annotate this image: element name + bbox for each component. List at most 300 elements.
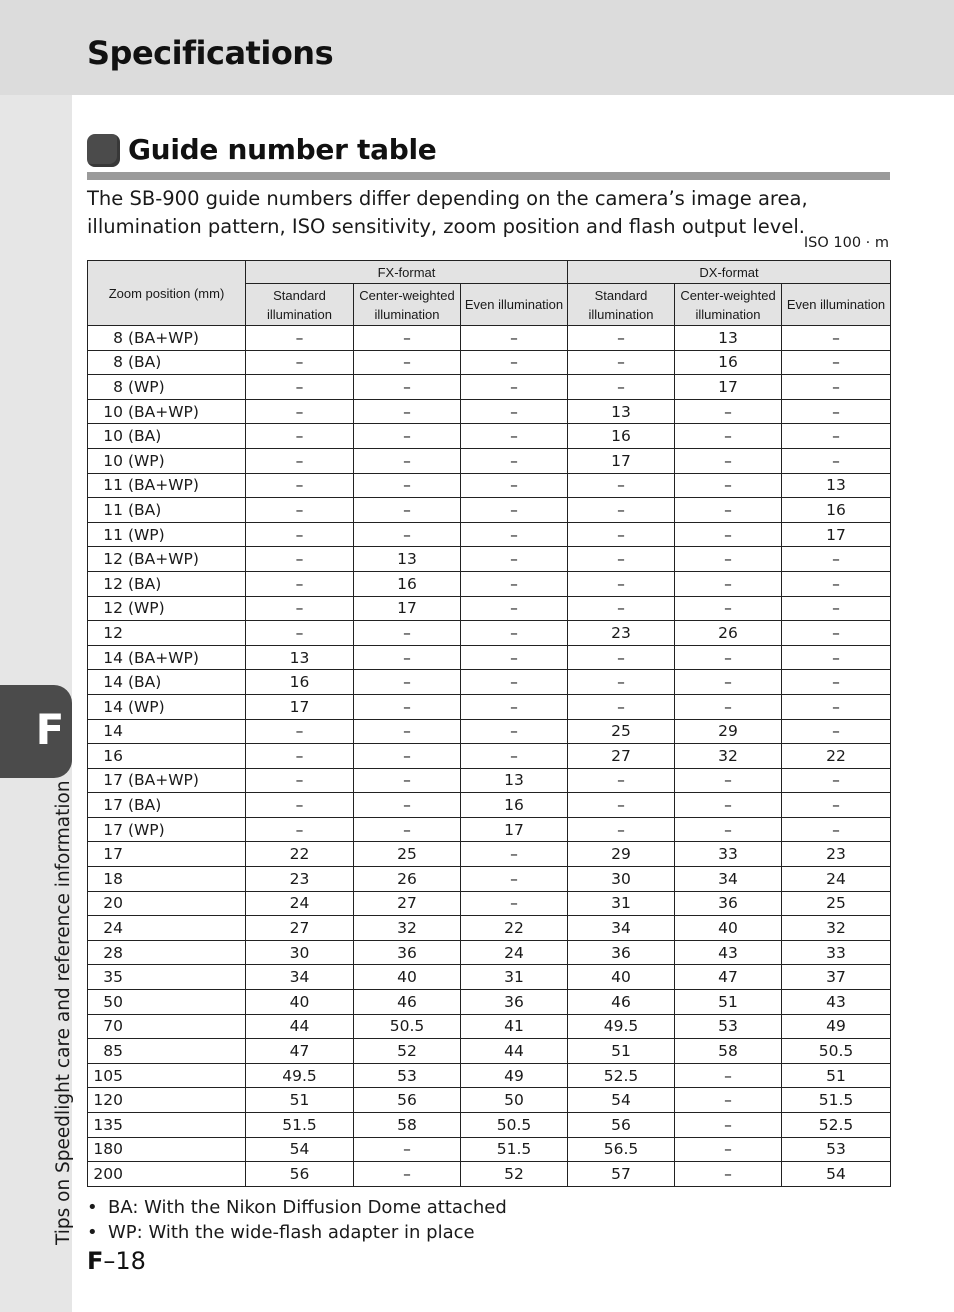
guide-number-cell: 31 <box>568 891 675 916</box>
zoom-cell: 10 (WP) <box>88 448 246 473</box>
guide-number-cell: 24 <box>461 940 568 965</box>
guide-number-cell: 23 <box>568 621 675 646</box>
guide-number-cell: – <box>354 326 461 351</box>
guide-number-cell: 27 <box>568 744 675 769</box>
guide-number-cell: 51 <box>246 1088 354 1113</box>
guide-number-cell: – <box>675 793 782 818</box>
guide-number-cell: – <box>568 498 675 523</box>
table-row <box>88 1088 891 1113</box>
guide-number-cell: 13 <box>568 399 675 424</box>
guide-number-cell: – <box>246 326 354 351</box>
guide-number-cell: 34 <box>675 867 782 892</box>
guide-number-cell: – <box>782 817 891 842</box>
table-row <box>88 473 891 498</box>
column-header: Even illumination <box>461 284 568 326</box>
table-row <box>88 571 891 596</box>
guide-number-cell: 50.5 <box>461 1113 568 1138</box>
zoom-cell: 14 (BA) <box>88 670 246 695</box>
guide-number-cell: 44 <box>461 1039 568 1064</box>
zoom-cell: 28 <box>88 940 246 965</box>
section-divider <box>87 172 890 180</box>
zoom-cell: 12 (BA) <box>88 571 246 596</box>
zoom-cell: 20 <box>88 891 246 916</box>
guide-number-cell: – <box>675 448 782 473</box>
guide-number-cell: – <box>461 473 568 498</box>
table-row <box>88 990 891 1015</box>
zoom-cell: 11 (WP) <box>88 522 246 547</box>
guide-number-cell: 53 <box>782 1137 891 1162</box>
guide-number-cell: – <box>246 817 354 842</box>
table-row <box>88 547 891 572</box>
guide-number-cell: – <box>675 1088 782 1113</box>
zoom-cell: 70 <box>88 1014 246 1039</box>
zoom-cell: 85 <box>88 1039 246 1064</box>
guide-number-cell: – <box>782 719 891 744</box>
guide-number-cell: 22 <box>461 916 568 941</box>
fx-format-header: FX-format <box>246 261 568 284</box>
guide-number-cell: – <box>675 1137 782 1162</box>
guide-number-cell: – <box>354 694 461 719</box>
guide-number-cell: – <box>675 473 782 498</box>
zoom-cell: 12 (BA+WP) <box>88 547 246 572</box>
chapter-label: Tips on Speedlight care and reference information <box>53 780 74 1245</box>
guide-number-cell: 57 <box>568 1162 675 1187</box>
guide-number-cell: 25 <box>782 891 891 916</box>
guide-number-cell: 51 <box>675 990 782 1015</box>
guide-number-cell: – <box>461 375 568 400</box>
section-title: Guide number table <box>128 133 437 166</box>
guide-number-cell: – <box>354 522 461 547</box>
guide-number-cell: – <box>675 1162 782 1187</box>
table-row <box>88 621 891 646</box>
guide-number-cell: 58 <box>675 1039 782 1064</box>
table-row <box>88 1039 891 1064</box>
guide-number-cell: 17 <box>461 817 568 842</box>
guide-number-cell: 16 <box>461 793 568 818</box>
guide-number-cell: 46 <box>568 990 675 1015</box>
guide-number-cell: – <box>246 621 354 646</box>
guide-number-cell: – <box>568 522 675 547</box>
zoom-cell: 8 (BA) <box>88 350 246 375</box>
guide-number-cell: – <box>461 326 568 351</box>
table-row <box>88 522 891 547</box>
guide-number-cell: – <box>354 1137 461 1162</box>
guide-number-cell: – <box>461 645 568 670</box>
table-row <box>88 326 891 351</box>
guide-number-cell: – <box>354 768 461 793</box>
guide-number-cell: 44 <box>246 1014 354 1039</box>
guide-number-cell: – <box>568 350 675 375</box>
guide-number-cell: 52 <box>461 1162 568 1187</box>
guide-number-cell: – <box>675 596 782 621</box>
guide-number-cell: 52.5 <box>782 1113 891 1138</box>
table-row <box>88 350 891 375</box>
guide-number-cell: – <box>782 375 891 400</box>
guide-number-cell: 52 <box>354 1039 461 1064</box>
guide-number-cell: – <box>568 571 675 596</box>
guide-number-cell: – <box>246 719 354 744</box>
page-title: Specifications <box>87 34 334 72</box>
guide-number-cell: – <box>782 547 891 572</box>
bullet-icon: • <box>87 1197 98 1218</box>
table-row <box>88 891 891 916</box>
guide-number-cell: 43 <box>782 990 891 1015</box>
guide-number-cell: – <box>461 571 568 596</box>
guide-number-cell: 56 <box>246 1162 354 1187</box>
guide-number-cell: – <box>568 694 675 719</box>
guide-number-cell: – <box>246 424 354 449</box>
guide-number-cell: – <box>675 571 782 596</box>
guide-number-cell: – <box>568 326 675 351</box>
guide-number-cell: – <box>461 498 568 523</box>
guide-number-cell: – <box>675 817 782 842</box>
guide-number-table <box>87 260 891 1187</box>
zoom-cell: 12 (WP) <box>88 596 246 621</box>
guide-number-cell: – <box>568 670 675 695</box>
guide-number-cell: – <box>568 793 675 818</box>
column-header: Standard illumination <box>246 284 354 326</box>
guide-number-cell: – <box>246 473 354 498</box>
guide-number-cell: 17 <box>354 596 461 621</box>
guide-number-cell: 50.5 <box>782 1039 891 1064</box>
guide-number-cell: 22 <box>246 842 354 867</box>
guide-number-cell: – <box>782 399 891 424</box>
guide-number-cell: 16 <box>354 571 461 596</box>
guide-number-cell: – <box>782 448 891 473</box>
page-number: F–18 <box>87 1247 146 1275</box>
guide-number-cell: 33 <box>782 940 891 965</box>
table-row <box>88 1137 891 1162</box>
guide-number-cell: 27 <box>354 891 461 916</box>
zoom-cell: 14 <box>88 719 246 744</box>
guide-number-cell: 25 <box>354 842 461 867</box>
guide-number-cell: – <box>246 768 354 793</box>
zoom-cell: 8 (WP) <box>88 375 246 400</box>
guide-number-cell: 17 <box>782 522 891 547</box>
footnotes <box>87 1195 507 1245</box>
guide-number-cell: 51.5 <box>782 1088 891 1113</box>
guide-number-cell: 25 <box>568 719 675 744</box>
table-row <box>88 670 891 695</box>
zoom-cell: 10 (BA+WP) <box>88 399 246 424</box>
guide-number-cell: 17 <box>675 375 782 400</box>
guide-number-cell: – <box>675 768 782 793</box>
guide-number-cell: – <box>782 424 891 449</box>
guide-number-cell: – <box>461 448 568 473</box>
table-row <box>88 596 891 621</box>
guide-number-cell: – <box>568 817 675 842</box>
table-row <box>88 842 891 867</box>
table-row <box>88 916 891 941</box>
guide-number-cell: 50.5 <box>354 1014 461 1039</box>
bullet-icon: • <box>87 1222 98 1243</box>
guide-number-cell: 56 <box>354 1088 461 1113</box>
zoom-cell: 12 <box>88 621 246 646</box>
guide-number-cell: – <box>246 375 354 400</box>
guide-number-cell: 30 <box>568 867 675 892</box>
guide-number-cell: 56.5 <box>568 1137 675 1162</box>
guide-number-cell: 17 <box>568 448 675 473</box>
guide-number-cell: – <box>782 670 891 695</box>
guide-number-cell: 40 <box>354 965 461 990</box>
guide-number-cell: – <box>354 621 461 646</box>
table-row <box>88 1063 891 1088</box>
guide-number-cell: – <box>354 670 461 695</box>
guide-number-cell: – <box>461 596 568 621</box>
table-row <box>88 817 891 842</box>
table-row <box>88 399 891 424</box>
guide-number-cell: 40 <box>568 965 675 990</box>
guide-number-cell: 58 <box>354 1113 461 1138</box>
guide-number-cell: – <box>461 670 568 695</box>
guide-number-cell: – <box>568 768 675 793</box>
guide-number-cell: – <box>246 596 354 621</box>
zoom-cell: 35 <box>88 965 246 990</box>
zoom-cell: 50 <box>88 990 246 1015</box>
guide-number-cell: – <box>461 621 568 646</box>
guide-number-cell: – <box>354 448 461 473</box>
guide-number-cell: 41 <box>461 1014 568 1039</box>
zoom-cell: 17 <box>88 842 246 867</box>
guide-number-cell: 49.5 <box>568 1014 675 1039</box>
guide-number-cell: 47 <box>246 1039 354 1064</box>
chapter-letter: F <box>35 705 65 754</box>
zoom-cell: 8 (BA+WP) <box>88 326 246 351</box>
guide-number-cell: – <box>782 793 891 818</box>
guide-number-cell: – <box>782 645 891 670</box>
table-row <box>88 793 891 818</box>
guide-number-cell: 40 <box>675 916 782 941</box>
guide-number-cell: 40 <box>246 990 354 1015</box>
guide-number-cell: 53 <box>675 1014 782 1039</box>
footnote-ba: • BA: With the Nikon Diffusion Dome attached <box>87 1197 507 1218</box>
table-row <box>88 940 891 965</box>
guide-number-cell: – <box>568 547 675 572</box>
guide-number-cell: – <box>461 891 568 916</box>
guide-number-cell: 16 <box>675 350 782 375</box>
table-row <box>88 1014 891 1039</box>
guide-number-cell: – <box>461 522 568 547</box>
guide-number-cell: 36 <box>461 990 568 1015</box>
guide-number-cell: – <box>782 571 891 596</box>
guide-number-cell: – <box>675 547 782 572</box>
guide-number-cell: 36 <box>675 891 782 916</box>
guide-number-cell: – <box>354 424 461 449</box>
guide-number-cell: 27 <box>246 916 354 941</box>
guide-number-cell: 17 <box>246 694 354 719</box>
guide-number-cell: 49 <box>782 1014 891 1039</box>
guide-number-cell: – <box>354 645 461 670</box>
table-row <box>88 448 891 473</box>
guide-number-cell: 36 <box>354 940 461 965</box>
column-header: Center-weighted illumination <box>354 284 461 326</box>
guide-number-cell: – <box>246 498 354 523</box>
guide-number-cell: – <box>675 1063 782 1088</box>
guide-number-cell: – <box>675 522 782 547</box>
zoom-cell: 14 (BA+WP) <box>88 645 246 670</box>
guide-number-cell: 33 <box>675 842 782 867</box>
guide-number-cell: 37 <box>782 965 891 990</box>
guide-number-cell: 56 <box>568 1113 675 1138</box>
zoom-cell: 17 (WP) <box>88 817 246 842</box>
guide-number-cell: – <box>568 596 675 621</box>
guide-number-cell: – <box>246 399 354 424</box>
zoom-cell: 14 (WP) <box>88 694 246 719</box>
guide-number-cell: – <box>354 719 461 744</box>
guide-number-cell: 16 <box>782 498 891 523</box>
guide-number-cell: – <box>675 424 782 449</box>
guide-number-cell: – <box>354 817 461 842</box>
guide-number-cell: – <box>461 694 568 719</box>
guide-number-cell: – <box>568 645 675 670</box>
guide-number-cell: – <box>246 522 354 547</box>
footnote-wp: • WP: With the wide-flash adapter in place <box>87 1222 475 1243</box>
zoom-cell: 18 <box>88 867 246 892</box>
dx-format-header: DX-format <box>568 261 891 284</box>
guide-number-cell: – <box>461 842 568 867</box>
zoom-cell: 11 (BA+WP) <box>88 473 246 498</box>
table-row <box>88 424 891 449</box>
guide-number-cell: 23 <box>246 867 354 892</box>
guide-number-cell: – <box>354 1162 461 1187</box>
guide-number-cell: – <box>568 473 675 498</box>
guide-number-cell: 46 <box>354 990 461 1015</box>
guide-number-cell: – <box>461 350 568 375</box>
table-row <box>88 645 891 670</box>
guide-number-cell: – <box>461 399 568 424</box>
column-header: Even illumination <box>782 284 891 326</box>
guide-number-cell: – <box>675 498 782 523</box>
guide-number-cell: 43 <box>675 940 782 965</box>
guide-number-cell: – <box>354 399 461 424</box>
guide-number-cell: 51.5 <box>461 1137 568 1162</box>
guide-number-cell: – <box>354 473 461 498</box>
zoom-cell: 180 <box>88 1137 246 1162</box>
zoom-cell: 120 <box>88 1088 246 1113</box>
zoom-cell: 17 (BA) <box>88 793 246 818</box>
guide-number-cell: – <box>675 670 782 695</box>
guide-number-cell: 13 <box>782 473 891 498</box>
guide-number-cell: 53 <box>354 1063 461 1088</box>
zoom-cell: 24 <box>88 916 246 941</box>
table-row <box>88 768 891 793</box>
guide-number-cell: – <box>246 448 354 473</box>
guide-number-cell: – <box>782 694 891 719</box>
guide-number-cell: 13 <box>246 645 354 670</box>
guide-number-cell: – <box>246 571 354 596</box>
guide-number-cell: – <box>354 498 461 523</box>
table-row <box>88 744 891 769</box>
guide-number-cell: 13 <box>354 547 461 572</box>
table-row <box>88 375 891 400</box>
table-row <box>88 694 891 719</box>
iso-note: ISO 100 · m <box>803 235 889 251</box>
guide-number-cell: 34 <box>246 965 354 990</box>
intro-paragraph: The SB-900 guide numbers differ depending on the camera’s image area, illumination pattern, ISO sensitivity, zoom position and flash output level. <box>87 187 808 238</box>
guide-number-cell: 54 <box>782 1162 891 1187</box>
guide-number-cell: 49.5 <box>246 1063 354 1088</box>
zoom-cell: 16 <box>88 744 246 769</box>
guide-number-cell: – <box>782 768 891 793</box>
guide-number-cell: 54 <box>568 1088 675 1113</box>
guide-number-cell: 13 <box>461 768 568 793</box>
table-row <box>88 965 891 990</box>
table-row <box>88 498 891 523</box>
guide-number-cell: 51 <box>782 1063 891 1088</box>
table-row <box>88 719 891 744</box>
guide-number-cell: 54 <box>246 1137 354 1162</box>
guide-number-cell: 29 <box>568 842 675 867</box>
guide-number-cell: 32 <box>354 916 461 941</box>
guide-number-cell: – <box>354 375 461 400</box>
guide-number-cell: 23 <box>782 842 891 867</box>
zoom-cell: 135 <box>88 1113 246 1138</box>
guide-number-cell: 13 <box>675 326 782 351</box>
guide-number-cell: – <box>675 399 782 424</box>
guide-number-cell: 26 <box>354 867 461 892</box>
guide-number-cell: 16 <box>568 424 675 449</box>
guide-number-cell: 51 <box>568 1039 675 1064</box>
guide-number-cell: – <box>568 375 675 400</box>
guide-number-cell: – <box>354 744 461 769</box>
zoom-position-header: Zoom position (mm) <box>88 261 246 326</box>
guide-number-cell: 29 <box>675 719 782 744</box>
table-row <box>88 1113 891 1138</box>
guide-number-cell: – <box>354 350 461 375</box>
table-row <box>88 867 891 892</box>
zoom-cell: 11 (BA) <box>88 498 246 523</box>
section-bullet-icon <box>87 134 120 167</box>
column-header: Center-weighted illumination <box>675 284 782 326</box>
zoom-cell: 200 <box>88 1162 246 1187</box>
guide-number-cell: 32 <box>782 916 891 941</box>
guide-number-cell: 50 <box>461 1088 568 1113</box>
guide-number-cell: – <box>782 350 891 375</box>
guide-number-cell: 26 <box>675 621 782 646</box>
zoom-cell: 10 (BA) <box>88 424 246 449</box>
guide-number-cell: – <box>354 793 461 818</box>
table-row <box>88 1162 891 1187</box>
guide-number-cell: 51.5 <box>246 1113 354 1138</box>
guide-number-cell: 47 <box>675 965 782 990</box>
guide-number-cell: 22 <box>782 744 891 769</box>
guide-number-cell: – <box>461 424 568 449</box>
guide-number-cell: 49 <box>461 1063 568 1088</box>
guide-number-cell: – <box>461 867 568 892</box>
guide-number-cell: 24 <box>246 891 354 916</box>
guide-number-cell: 30 <box>246 940 354 965</box>
guide-number-cell: – <box>782 326 891 351</box>
guide-number-cell: – <box>246 744 354 769</box>
guide-number-cell: – <box>782 621 891 646</box>
guide-number-cell: 24 <box>782 867 891 892</box>
guide-number-cell: – <box>675 645 782 670</box>
guide-number-cell: 36 <box>568 940 675 965</box>
guide-number-cell: 31 <box>461 965 568 990</box>
guide-number-cell: 32 <box>675 744 782 769</box>
guide-number-cell: – <box>675 1113 782 1138</box>
column-header: Standard illumination <box>568 284 675 326</box>
zoom-cell: 105 <box>88 1063 246 1088</box>
guide-number-cell: – <box>675 694 782 719</box>
guide-number-cell: 34 <box>568 916 675 941</box>
zoom-cell: 17 (BA+WP) <box>88 768 246 793</box>
guide-number-cell: – <box>246 793 354 818</box>
guide-number-cell: – <box>246 547 354 572</box>
guide-number-cell: – <box>782 596 891 621</box>
guide-number-cell: 16 <box>246 670 354 695</box>
guide-number-cell: 52.5 <box>568 1063 675 1088</box>
